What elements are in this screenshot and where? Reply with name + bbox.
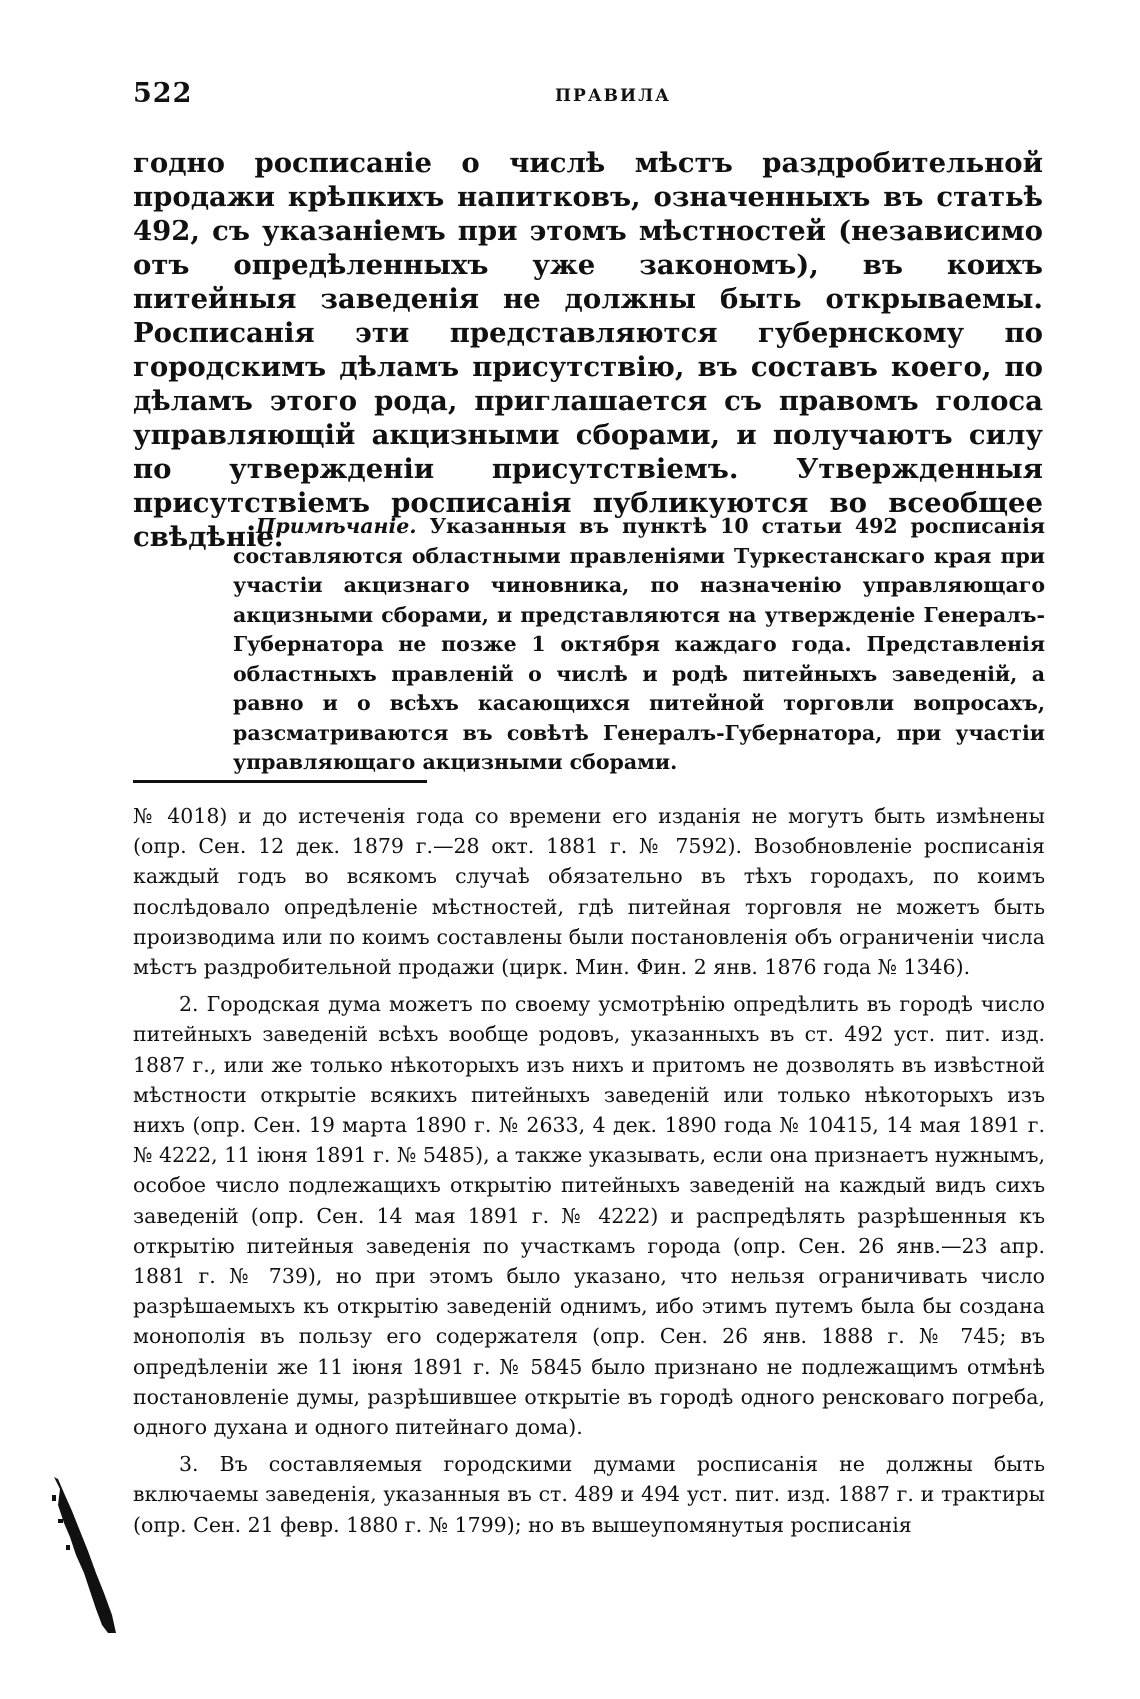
- scan-artifact: [50, 1475, 120, 1635]
- footnotes-block: [133, 801, 1045, 1547]
- footnote-item-2: 2. Городская дума можетъ по своему усмотрѣнію опредѣлить въ городѣ число питейныхъ заведеній всѣхъ вообще родовъ, указанныхъ въ ст. 492 уст. пит. изд. 1887 г., или же только нѣкоторыхъ изъ нихъ и притомъ не дозволять въ извѣстной мѣстности открытіе всякихъ питейныхъ заведеній или только нѣкоторыхъ изъ нихъ (опр. Сен. 19 марта 1890 г. № 2633, 4 дек. 1890 года № 10415, 14 мая 1891 г. № 4222, 11 іюня 1891 г. № 5485), а также указывать, если она признаетъ нужнымъ, особое число подлежащихъ открытію питейныхъ заведеній на каждый видъ сихъ заведеній (опр. Сен. 14 мая 1891 г. № 4222) и распредѣлять разрѣшенныя къ открытію питейныя заведенія по участкамъ города (опр. Сен. 26 янв.—23 апр. 1881 г. № 739), но при этомъ было указано, что нельзя ограничивать число разрѣшаемыхъ къ открытію заведеній однимъ, ибо этимъ путемъ была бы создана монополія въ пользу его содержателя (опр. Сен. 26 янв. 1888 г. № 745; въ опредѣленіи же 11 іюня 1891 г. № 5845 было признано не подлежащимъ отмѣнѣ постановленіе думы, разрѣшившее открытіе въ городѣ одного ренсковаго погреба, одного духана и одного питейнаго дома).: [133, 992, 1045, 1440]
- note-paragraph: [233, 512, 1045, 778]
- page-number: 522: [133, 78, 193, 109]
- main-text-block: [133, 146, 1043, 554]
- note-label: Примѣчаніе.: [256, 514, 417, 538]
- note-text: Указанныя въ пунктѣ 10 статьи 492 росписанія составляются областными правленіями Туркестанскаго края при участіи акцизнаго чиновника, по назначенію управляющаго акцизными сборами, и представляются на утвержденіе Генералъ-Губернатора не позже 1 октября каждаго года. Представленія областныхъ правленій о числѣ и родѣ питейныхъ заведеній, а равно и о всѣхъ касающихся питейной торговли вопросахъ, разсматриваются въ совѣтѣ Генералъ-Губернатора, при участіи управляющаго акцизными сборами.: [233, 514, 1045, 774]
- running-title: ПРАВИЛА: [555, 86, 671, 106]
- main-paragraph: годно росписаніе о числѣ мѣстъ раздробительной продажи крѣпкихъ напитковъ, означенныхъ въ статьѣ 492, съ указаніемъ при этомъ мѣстностей (независимо отъ опредѣленныхъ уже закономъ), въ коихъ питейныя заведенія не должны быть открываемы. Росписанія эти представляются губернскому по городскимъ дѣламъ присутствію, въ составъ коего, по дѣламъ этого рода, приглашается съ правомъ голоса управляющій акцизными сборами, и получаютъ силу по утвержденіи присутствіемъ. Утвержденныя присутствіемъ росписанія публикуются во всеобщее свѣдѣніе.: [133, 147, 1043, 553]
- footnote-item-3: 3. Въ составляемыя городскими думами росписанія не должны быть включаемы заведенія, указанныя въ ст. 489 и 494 уст. пит. изд. 1887 г. и трактиры (опр. Сен. 21 февр. 1880 г. № 1799); но въ вышеупомянутыя росписанія: [133, 1452, 1045, 1537]
- footnote-continuation: № 4018) и до истеченія года со времени его изданія не могутъ быть измѣнены (опр. Сен. 12 дек. 1879 г.—28 окт. 1881 г. № 7592). Возобновленіе росписанія каждый годъ во всякомъ случаѣ обязательно въ тѣхъ городахъ, по коимъ послѣдовало опредѣленіе мѣстностей, гдѣ питейная торговля не можетъ быть производима или по коимъ составлены были постановленія объ ограниченіи числа мѣстъ раздробительной продажи (цирк. Мин. Фин. 2 янв. 1876 года № 1346).: [133, 804, 1045, 980]
- page-header: [133, 78, 1048, 118]
- footnote-separator: [133, 780, 427, 783]
- note-block: [233, 512, 1045, 778]
